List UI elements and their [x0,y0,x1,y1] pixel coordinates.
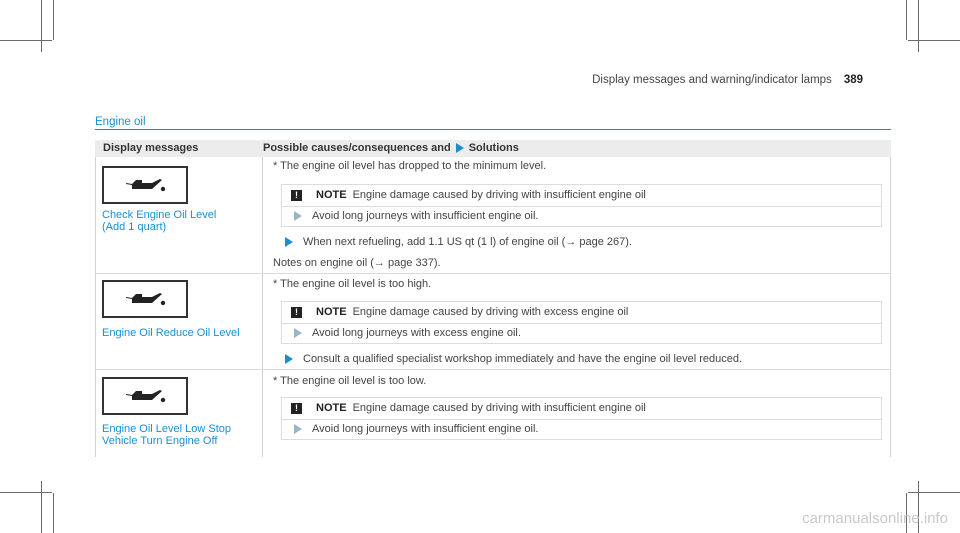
engine-oil-icon [102,166,188,204]
note-divider [282,323,881,324]
note-action-text: Avoid long journeys with excess engine oil. [312,327,521,339]
crop-mark [41,481,42,533]
column-header-display-messages: Display messages [103,142,199,154]
watermark: carmanualsonline.info [802,510,948,527]
note-label: NOTE [316,402,347,414]
arrow-right-icon [294,424,302,434]
message-line: Engine Oil Reduce Oil Level [102,327,240,339]
arrow-right-icon [285,354,293,364]
row-divider [95,369,891,370]
crop-mark [908,492,960,493]
crop-mark [906,0,907,40]
crop-mark [41,0,42,52]
arrow-right-icon [456,143,464,153]
note-divider [282,206,881,207]
message-line: Engine Oil Level Low Stop [102,423,232,435]
crop-mark [918,0,919,52]
note-text [316,189,646,201]
note-action-text: Avoid long journeys with insufficient engine oil. [312,210,539,222]
section-rule [95,129,891,130]
note-box [281,301,882,344]
action-step [285,353,742,365]
note-action [294,327,521,339]
warning-icon: ! [291,307,302,318]
note-text [316,306,628,318]
arrow-right-icon [294,211,302,221]
reference-text: Notes on engine oil (→ page 337). [273,257,441,269]
note-text [316,402,646,414]
header-title: Display messages and warning/indicator lamps [592,74,832,86]
warning-icon: ! [291,190,302,201]
action-step [285,236,632,248]
warning-icon: ! [291,403,302,414]
cause-text: * The engine oil level is too high. [273,278,432,290]
cause-text: * The engine oil level is too low. [273,375,427,387]
note-body: Engine damage caused by driving with insufficient engine oil [352,189,646,201]
row-divider [95,273,891,274]
crop-mark [908,40,960,41]
note-action [294,423,538,435]
message-label [102,423,231,447]
note-divider [282,419,881,420]
message-line: Vehicle Turn Engine Off [102,435,218,447]
engine-oil-icon [102,377,188,415]
note-body: Engine damage caused by driving with excess engine oil [352,306,629,318]
message-line: (Add 1 quart) [102,221,167,233]
page-number: 389 [843,74,863,86]
table-divider [890,157,891,457]
column-header-solutions-text: Solutions [468,142,519,154]
crop-mark [0,492,52,493]
crop-mark [0,40,52,41]
column-header-causes-text: Possible causes/consequences and [263,142,451,154]
action-text: When next refueling, add 1.1 US qt (1 l) of engine oil (→ page 267). [303,236,632,248]
note-label: NOTE [316,306,347,318]
message-label [102,327,240,339]
table-divider [95,157,96,457]
cause-text: * The engine oil level has dropped to the minimum level. [273,160,547,172]
engine-oil-icon [102,280,188,318]
crop-mark [53,493,54,533]
arrow-right-icon [294,328,302,338]
arrow-right-icon [285,237,293,247]
message-label [102,209,216,233]
table-header [95,140,891,157]
note-action-text: Avoid long journeys with insufficient engine oil. [312,423,539,435]
running-header [592,74,863,86]
table-divider [262,157,263,457]
crop-mark [53,0,54,40]
note-action [294,210,538,222]
note-box [281,397,882,440]
message-line: Check Engine Oil Level [102,209,217,221]
action-text: Consult a qualified specialist workshop immediately and have the engine oil level reduced. [303,353,743,365]
note-box [281,184,882,227]
column-header-causes [263,142,519,154]
section-title: Engine oil [95,116,146,128]
note-body: Engine damage caused by driving with insufficient engine oil [352,402,646,414]
note-label: NOTE [316,189,347,201]
